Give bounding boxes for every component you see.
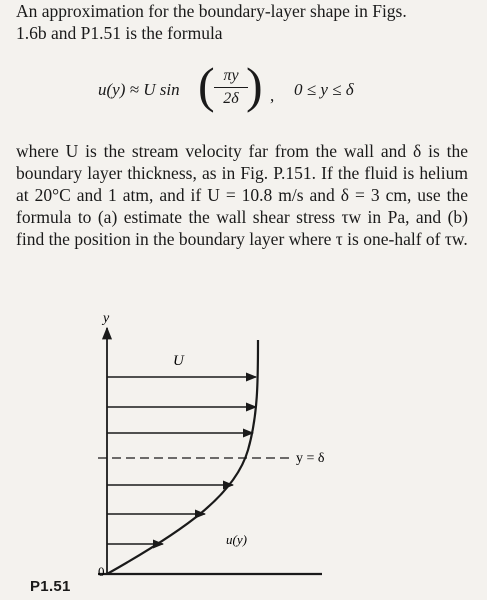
formula-right-paren: ) [246, 57, 263, 113]
stream-velocity-label: U [173, 353, 184, 369]
formula-range: 0 ≤ y ≤ δ [294, 80, 354, 99]
problem-intro [16, 0, 468, 44]
boundary-thickness-label: y = δ [296, 451, 325, 466]
problem-body: where U is the stream velocity far from the wall and δ is the boundary layer thickness, as in Fig. P.151. If the fluid is helium at 20°C and 1 atm, and if U = 10.8 m/s and δ = 3 cm, use the formula to (a) estimate the wall shear stress τw in Pa, and (b) find the position in the boundary layer where τ is one-half of τw. [16, 141, 468, 249]
fraction-bar [214, 87, 248, 88]
boundary-layer-formula [98, 57, 458, 120]
figure-caption: P1.51 [30, 578, 71, 595]
formula-lhs: u(y) ≈ U sin [98, 80, 180, 99]
intro-line-2: 1.6b and P1.51 is the formula [16, 23, 223, 43]
formula-left-paren: ( [198, 57, 215, 113]
y-axis-label: y [103, 311, 110, 326]
formula-denominator: 2δ [223, 90, 239, 107]
origin-label: 0 [98, 564, 105, 579]
profile-label: u(y) [226, 532, 247, 547]
boundary-layer-figure [0, 300, 487, 600]
formula-comma: , [270, 86, 275, 105]
formula-numerator: πy [223, 67, 239, 84]
intro-line-1: An approximation for the boundary-layer shape in Figs. [16, 1, 407, 21]
formula-fraction [214, 66, 248, 109]
